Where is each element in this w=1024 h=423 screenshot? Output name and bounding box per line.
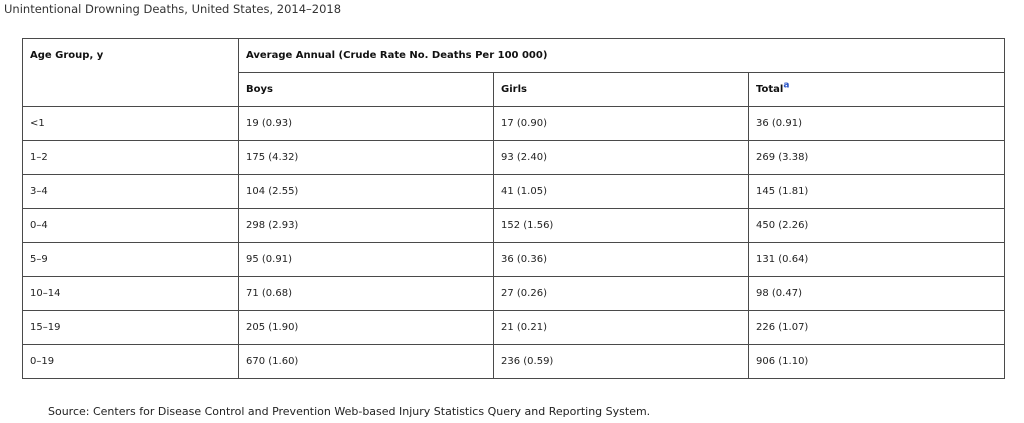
age-cell: 0–19 [23, 345, 239, 379]
age-group-header: Age Group, y [23, 39, 239, 107]
total-cell: 269 (3.38) [749, 141, 1005, 175]
total-cell: 36 (0.91) [749, 107, 1005, 141]
table-row [23, 175, 1005, 209]
source-note: Source: Centers for Disease Control and Prevention Web-based Injury Statistics Query and Reporting System. [48, 405, 651, 418]
girls-cell: 41 (1.05) [494, 175, 749, 209]
girls-cell: 152 (1.56) [494, 209, 749, 243]
girls-cell: 21 (0.21) [494, 311, 749, 345]
age-cell: <1 [23, 107, 239, 141]
table-row [23, 141, 1005, 175]
header-row-group [23, 39, 1005, 73]
table-row [23, 209, 1005, 243]
total-header [749, 73, 1005, 107]
boys-cell: 95 (0.91) [239, 243, 494, 277]
age-cell: 1–2 [23, 141, 239, 175]
girls-cell: 93 (2.40) [494, 141, 749, 175]
table-body [23, 107, 1005, 379]
table-row [23, 311, 1005, 345]
table-row [23, 243, 1005, 277]
table-row [23, 345, 1005, 379]
girls-cell: 17 (0.90) [494, 107, 749, 141]
average-annual-header: Average Annual (Crude Rate No. Deaths Per 100 000) [239, 39, 1005, 73]
boys-cell: 19 (0.93) [239, 107, 494, 141]
total-cell: 98 (0.47) [749, 277, 1005, 311]
boys-cell: 298 (2.93) [239, 209, 494, 243]
girls-cell: 36 (0.36) [494, 243, 749, 277]
boys-cell: 175 (4.32) [239, 141, 494, 175]
girls-cell: 236 (0.59) [494, 345, 749, 379]
age-cell: 10–14 [23, 277, 239, 311]
girls-header: Girls [494, 73, 749, 107]
age-cell: 15–19 [23, 311, 239, 345]
girls-cell: 27 (0.26) [494, 277, 749, 311]
boys-cell: 670 (1.60) [239, 345, 494, 379]
total-cell: 450 (2.26) [749, 209, 1005, 243]
age-cell: 0–4 [23, 209, 239, 243]
age-cell: 5–9 [23, 243, 239, 277]
total-cell: 226 (1.07) [749, 311, 1005, 345]
total-cell: 131 (0.64) [749, 243, 1005, 277]
table-row [23, 277, 1005, 311]
total-cell: 145 (1.81) [749, 175, 1005, 209]
total-footnote-link[interactable]: a [783, 80, 790, 91]
drowning-deaths-table [22, 38, 1005, 379]
boys-cell: 104 (2.55) [239, 175, 494, 209]
total-header-label: Total [756, 84, 784, 95]
table-row [23, 107, 1005, 141]
boys-cell: 205 (1.90) [239, 311, 494, 345]
table-caption: Unintentional Drowning Deaths, United States, 2014–2018 [4, 2, 342, 16]
boys-header: Boys [239, 73, 494, 107]
age-cell: 3–4 [23, 175, 239, 209]
boys-cell: 71 (0.68) [239, 277, 494, 311]
total-cell: 906 (1.10) [749, 345, 1005, 379]
